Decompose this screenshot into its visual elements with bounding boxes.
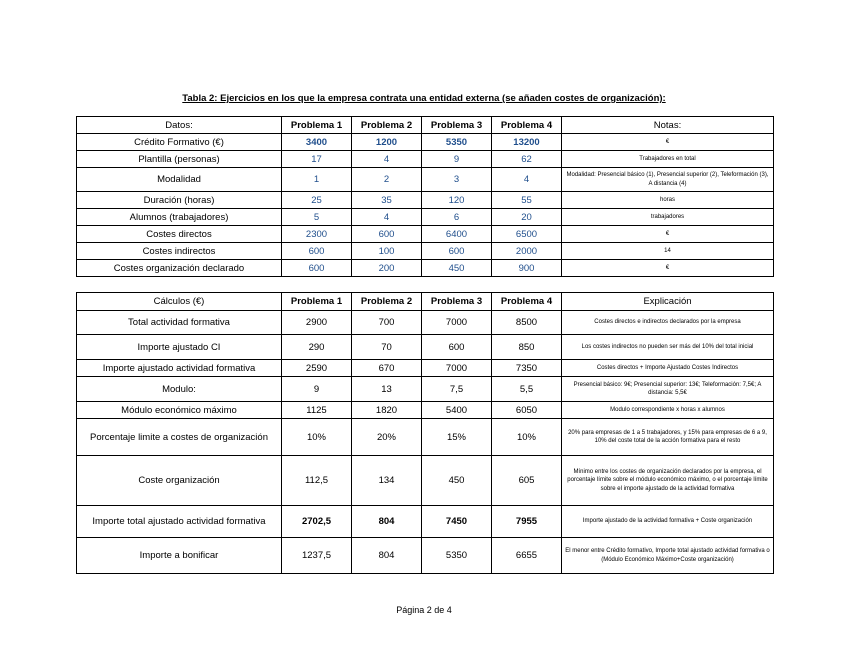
cell-value: 1125 bbox=[282, 402, 352, 419]
table-row bbox=[77, 168, 774, 192]
cell-value: 25 bbox=[282, 192, 352, 209]
row-label: Costes directos bbox=[77, 226, 282, 243]
cell-value: 6400 bbox=[422, 226, 492, 243]
page-footer: Página 2 de 4 bbox=[396, 605, 452, 615]
cell-value: 6500 bbox=[492, 226, 562, 243]
table-row bbox=[77, 360, 774, 377]
row-label: Módulo económico máximo bbox=[77, 402, 282, 419]
cell-value: 600 bbox=[422, 243, 492, 260]
cell-value: 670 bbox=[352, 360, 422, 377]
row-note: € bbox=[562, 134, 774, 151]
row-label: Alumnos (trabajadores) bbox=[77, 209, 282, 226]
calculos-table bbox=[76, 292, 774, 574]
table-row bbox=[77, 260, 774, 277]
cell-value: 4 bbox=[352, 209, 422, 226]
cell-value: 7000 bbox=[422, 311, 492, 335]
cell-value: 5350 bbox=[422, 538, 492, 574]
cell-value: 6 bbox=[422, 209, 492, 226]
table-row bbox=[77, 402, 774, 419]
cell-value: 10% bbox=[492, 419, 562, 456]
cell-value: 700 bbox=[352, 311, 422, 335]
row-note: Modalidad: Presencial básico (1), Presencial superior (2), Teleformación (3), A distancia (4) bbox=[562, 168, 774, 192]
header-problema-4: Problema 4 bbox=[492, 117, 562, 134]
row-label: Duración (horas) bbox=[77, 192, 282, 209]
table-row bbox=[77, 209, 774, 226]
cell-value: 200 bbox=[352, 260, 422, 277]
row-note: Presencial básico: 9€; Presencial superior: 13€; Teleformación: 7,5€; A distancia: 5,5€ bbox=[562, 377, 774, 402]
cell-value: 15% bbox=[422, 419, 492, 456]
cell-value: 450 bbox=[422, 260, 492, 277]
cell-value: 134 bbox=[352, 456, 422, 506]
cell-value: 20% bbox=[352, 419, 422, 456]
cell-value: 1237,5 bbox=[282, 538, 352, 574]
cell-value: 6050 bbox=[492, 402, 562, 419]
row-note: € bbox=[562, 260, 774, 277]
row-note: Modulo correspondiente x horas x alumnos bbox=[562, 402, 774, 419]
row-note: 14 bbox=[562, 243, 774, 260]
cell-value: 6655 bbox=[492, 538, 562, 574]
table-row bbox=[77, 456, 774, 506]
cell-value: 70 bbox=[352, 335, 422, 360]
cell-value: 7955 bbox=[492, 506, 562, 538]
cell-value: 62 bbox=[492, 151, 562, 168]
row-note: 20% para empresas de 1 a 5 trabajadores, y 15% para empresas de 6 a 9, 10% del coste total de la acción formativa para el resto bbox=[562, 419, 774, 456]
cell-value: 600 bbox=[282, 260, 352, 277]
cell-value: 1 bbox=[282, 168, 352, 192]
cell-value: 2 bbox=[352, 168, 422, 192]
table-row bbox=[77, 538, 774, 574]
cell-value: 9 bbox=[282, 377, 352, 402]
header-explicacion: Explicación bbox=[562, 293, 774, 311]
cell-value: 4 bbox=[352, 151, 422, 168]
cell-value: 100 bbox=[352, 243, 422, 260]
row-note: € bbox=[562, 226, 774, 243]
row-label: Importe total ajustado actividad formativa bbox=[77, 506, 282, 538]
cell-value: 5 bbox=[282, 209, 352, 226]
table-title: Tabla 2: Ejercicios en los que la empresa contrata una entidad externa (se añaden costes de organización): bbox=[182, 93, 666, 104]
row-label: Porcentaje limite a costes de organización bbox=[77, 419, 282, 456]
row-note: Mínimo entre los costes de organización declarados por la empresa, el porcentaje límite sobre el módulo económico máximo, o el porcentaje límite sobre el importe ajustado de la actividad formativa bbox=[562, 456, 774, 506]
header-problema-4: Problema 4 bbox=[492, 293, 562, 311]
row-note: Importe ajustado de la actividad formativa + Coste organización bbox=[562, 506, 774, 538]
table-row bbox=[77, 226, 774, 243]
cell-value: 2000 bbox=[492, 243, 562, 260]
header-problema-2: Problema 2 bbox=[352, 117, 422, 134]
cell-value: 2590 bbox=[282, 360, 352, 377]
row-label: Coste organización bbox=[77, 456, 282, 506]
cell-value: 600 bbox=[282, 243, 352, 260]
row-label: Modulo: bbox=[77, 377, 282, 402]
row-label: Crédito Formativo (€) bbox=[77, 134, 282, 151]
row-note: El menor entre Crédito formativo, Importe total ajustado actividad formativa o (Módulo Económico Máximo+Coste organización) bbox=[562, 538, 774, 574]
cell-value: 7,5 bbox=[422, 377, 492, 402]
table-row bbox=[77, 192, 774, 209]
cell-value: 9 bbox=[422, 151, 492, 168]
table-row bbox=[77, 243, 774, 260]
header-problema-1: Problema 1 bbox=[282, 293, 352, 311]
cell-value: 600 bbox=[352, 226, 422, 243]
row-note: trabajadores bbox=[562, 209, 774, 226]
cell-value: 4 bbox=[492, 168, 562, 192]
cell-value: 3400 bbox=[282, 134, 352, 151]
cell-value: 450 bbox=[422, 456, 492, 506]
cell-value: 10% bbox=[282, 419, 352, 456]
cell-value: 20 bbox=[492, 209, 562, 226]
row-note: Los costes indirectos no pueden ser más del 10% del total inicial bbox=[562, 335, 774, 360]
table-row bbox=[77, 151, 774, 168]
row-label: Plantilla (personas) bbox=[77, 151, 282, 168]
cell-value: 5400 bbox=[422, 402, 492, 419]
cell-value: 900 bbox=[492, 260, 562, 277]
row-note: Costes directos e indirectos declarados por la empresa bbox=[562, 311, 774, 335]
header-problema-3: Problema 3 bbox=[422, 293, 492, 311]
cell-value: 13 bbox=[352, 377, 422, 402]
row-label: Importe ajustado CI bbox=[77, 335, 282, 360]
table-row bbox=[77, 419, 774, 456]
cell-value: 1820 bbox=[352, 402, 422, 419]
cell-value: 2900 bbox=[282, 311, 352, 335]
table-row bbox=[77, 134, 774, 151]
cell-value: 112,5 bbox=[282, 456, 352, 506]
cell-value: 35 bbox=[352, 192, 422, 209]
cell-value: 2300 bbox=[282, 226, 352, 243]
header-datos: Datos: bbox=[77, 117, 282, 134]
header-problema-1: Problema 1 bbox=[282, 117, 352, 134]
row-label: Modalidad bbox=[77, 168, 282, 192]
cell-value: 850 bbox=[492, 335, 562, 360]
header-notas: Notas: bbox=[562, 117, 774, 134]
cell-value: 290 bbox=[282, 335, 352, 360]
cell-value: 7450 bbox=[422, 506, 492, 538]
row-note: Costes directos + Importe Ajustado Costes Indirectos bbox=[562, 360, 774, 377]
cell-value: 3 bbox=[422, 168, 492, 192]
cell-value: 55 bbox=[492, 192, 562, 209]
cell-value: 120 bbox=[422, 192, 492, 209]
row-label: Costes indirectos bbox=[77, 243, 282, 260]
datos-table bbox=[76, 116, 774, 277]
cell-value: 7350 bbox=[492, 360, 562, 377]
cell-value: 2702,5 bbox=[282, 506, 352, 538]
row-label: Total actividad formativa bbox=[77, 311, 282, 335]
cell-value: 7000 bbox=[422, 360, 492, 377]
header-problema-3: Problema 3 bbox=[422, 117, 492, 134]
row-label: Importe ajustado actividad formativa bbox=[77, 360, 282, 377]
cell-value: 5,5 bbox=[492, 377, 562, 402]
cell-value: 17 bbox=[282, 151, 352, 168]
cell-value: 804 bbox=[352, 538, 422, 574]
row-label: Costes organización declarado bbox=[77, 260, 282, 277]
table-row bbox=[77, 377, 774, 402]
cell-value: 804 bbox=[352, 506, 422, 538]
table-row bbox=[77, 506, 774, 538]
table-row bbox=[77, 335, 774, 360]
cell-value: 13200 bbox=[492, 134, 562, 151]
header-problema-2: Problema 2 bbox=[352, 293, 422, 311]
cell-value: 600 bbox=[422, 335, 492, 360]
cell-value: 1200 bbox=[352, 134, 422, 151]
cell-value: 8500 bbox=[492, 311, 562, 335]
cell-value: 605 bbox=[492, 456, 562, 506]
row-note: Trabajadores en total bbox=[562, 151, 774, 168]
row-label: Importe a bonificar bbox=[77, 538, 282, 574]
header-calculos: Cálculos (€) bbox=[77, 293, 282, 311]
cell-value: 5350 bbox=[422, 134, 492, 151]
row-note: horas bbox=[562, 192, 774, 209]
table-row bbox=[77, 311, 774, 335]
